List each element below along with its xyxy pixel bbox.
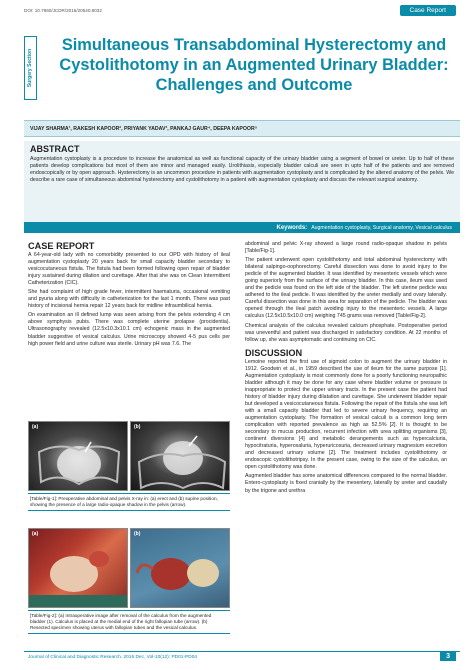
section-tab (24, 36, 37, 100)
left-column (28, 241, 230, 350)
figure-2 (28, 528, 230, 646)
xray-erect-image (28, 421, 128, 491)
journal-footer: Journal of Clinical and Diagnostic Research. 2016 Dec, Vol-10(12): PD01-PD04 (28, 655, 198, 660)
case-report-tab: Case Report (400, 5, 457, 16)
doi-text: DOI: 10.7860/JCDR/2016/20540.8032 (24, 8, 102, 13)
case-report-heading: CASE REPORT (28, 241, 95, 251)
pelvis-xray-drawing (131, 422, 230, 491)
abstract-box (24, 141, 460, 225)
xray-supine-image (130, 421, 230, 491)
paragraph: On examination an ill defined lump was seen arising from the pelvis extending 4 cm above symphysis pubis. There was complete uterine prolapse (procidentia). Ultrasonography revealed (12.5x10.3x10.1 cm) echogenic mass in the augmented bladder suggestive of vesical calculus. Urine microscopy showed 4-5 pus cells per high power field and urine culture was sterile. Urinary pH was 7.6. The (28, 312, 230, 347)
authors-bar (24, 120, 460, 137)
article-title: Simultaneous Transabdominal Hysterectomy and Cystolithotomy in an Augmented Urinary Bladder: Challenges and Outcome (59, 36, 449, 94)
surgical-field-drawing (29, 529, 128, 608)
paragraph: The patient underwent open cystolithotomy and total abdominal hysterectomy with bilateral salpingo-oophorectomy. Careful dissection was done to avoid injury to the pedicle of the augmented bladder. It was identified by mesenteric vessels which were going superiorly from the surface of the urinary bladder. In this case, ileum was used and the pedicle was found on the left side of the bladder. The left uterine pedicle was adhered to the ileal pedicle. It was identified by the ureter medially and ovary laterally. Careful dissection was done in this area for separation of the pedicle. The bladder was opened through the ileal patch avoiding injury to the mesenteric vessels. A large calculus (12.5x10.5x10.0 cm) weighing 745 grams was removed [Table/Fig-2]. (245, 257, 447, 320)
abstract-text: Augmentation cystoplasty is a procedure to increase the anatomical as well as functional capacity of the urinary bladder using a segment of bowel or ureter. Up to half of these patients develop complications but most of them are minor and managed easily. Urolithiasis, especially bladder calculi are seen in upto half of the patients and are removed endoscopically or by open approach. Hysterectomy is an uncommon procedure in patients with augmentation cystoplasty and is complicated by the altered anatomy of the pelvis. We describe a rare case of simultaneous abdominal hysterectomy and cystolithotomy in a patient with augmentation cystoplasty and discuss the relevant surgical anatomy. (30, 156, 454, 184)
figure-2a-label: (a) (32, 531, 39, 537)
paragraph: abdominal and pelvic X-ray showed a large round radio-opaque shadow in pelvis [Table/Fig-1]. (245, 241, 447, 255)
figure-1-caption: [Table/Fig-1]: Preoperative abdominal and pelvis X-ray in: (a) erect and (b) supine position, showing the presence of a large radio-opaque shadow in the pelvis (arrow). (28, 493, 230, 511)
figure-1 (28, 421, 230, 525)
intraoperative-image (28, 528, 128, 608)
paragraph: She had complaint of high grade fever, intermittent haematuria, occasional vomiting and pyuria along with difficulty in catheterization for the last 1 month. There was past history of incisional hernia repair 12 years back for midline infraumbilical hernia. (28, 289, 230, 310)
keywords-bar (24, 222, 460, 233)
section-tab-label: Surgery Section (27, 48, 34, 88)
discussion-heading: DISCUSSION (245, 347, 303, 358)
page-number: 3 (440, 652, 456, 661)
figure-1b-label: (b) (134, 424, 141, 430)
paragraph: Lemoine reported the first use of sigmoid colon to augment the urinary bladder in 1912. Goodwin et al., in 1959 described the use of ileum for the same purpose [1]. Augmentation cystoplasty is most commonly done for a poorly functioning neuropathic bladder although it may be done for any case where bladder volume or pressure is inappropriate to protect the upper urinary tracts. In the present case the patient had history of bladder injury during dilatation and curettage. She underwent bladder repair but developed a vesicocutaneous fistula. Following the repair of the fistula she was left with a small capacity bladder that led to severe urinary frequency, requiring an augmentation cystoplasty. The formation of vesical calculi is a common long term complication with reported prevalence as high as 52.5% [2]. It is thought to be secondary to mucus production, recurrent infection with urea splitting organisms [3], continent diversions [4] and metabolic derangements such as hypercalciuria, hypocitraturia, hyperoxaluria, hyperuricosuria, decreased urinary magnesium excretion and decreased urinary volume [2]. The treatment includes cystolithotomy or endoscopic cystolithotripsy. In the present case, owing to the size of the calculus, an open cystolithotomy was done. (245, 358, 447, 471)
abstract-heading: ABSTRACT (30, 144, 80, 154)
resected-specimen-image (130, 528, 230, 608)
figure-2-caption: [Table/Fig-2]: (a) Intraoperative image after removal of the calculus from the augmented bladder (1). Calculus is placed at the medial end of the right fallopian tube (arrow). (b) Resected specimen showing uterus with fallopian tubes and the vesical calculus. (28, 610, 230, 634)
footer-divider (24, 651, 460, 652)
keywords-text: Augmentation cystoplasty, Surgical anatomy, Vesical calculus (311, 224, 452, 231)
pelvis-xray-drawing (29, 422, 128, 491)
figure-1a-label: (a) (32, 424, 39, 430)
paragraph: A 64-year-old lady with no comorbidity presented to our OPD with history of ileal augmentation cystoplasty 20 years back for small capacity bladder secondary to vesicocutaneous fistula. The fistula had been formed following open repair of bladder injury sustained during dilation and curettage. After that she was on Clean Intermittent Catheterization (CIC). (28, 252, 230, 287)
keywords-label: Keywords: (276, 224, 308, 231)
figure-2b-label: (b) (134, 531, 141, 537)
authors-list: VIJAY SHARMA¹, RAKESH KAPOOR², PRIYANK YADAV³, PANKAJ GAUR⁴, DEEPA KAPOOR⁵ (30, 125, 258, 132)
right-column (245, 241, 447, 497)
paragraph: Chemical analysis of the calculus revealed calcium phosphate. Postoperative period was uneventful and patient was discharged in satisfactory condition. At 22 months of follow up, she was asymptomatic and continuing on CIC. (245, 322, 447, 343)
paragraph: Augmented bladder has some anatomical differences compared to the normal bladder. Entero-cystoplasty is fixed cranially by the mesentery, laterally by ureter and caudally by the trigone and urethra (245, 473, 447, 494)
specimen-drawing (131, 529, 230, 608)
